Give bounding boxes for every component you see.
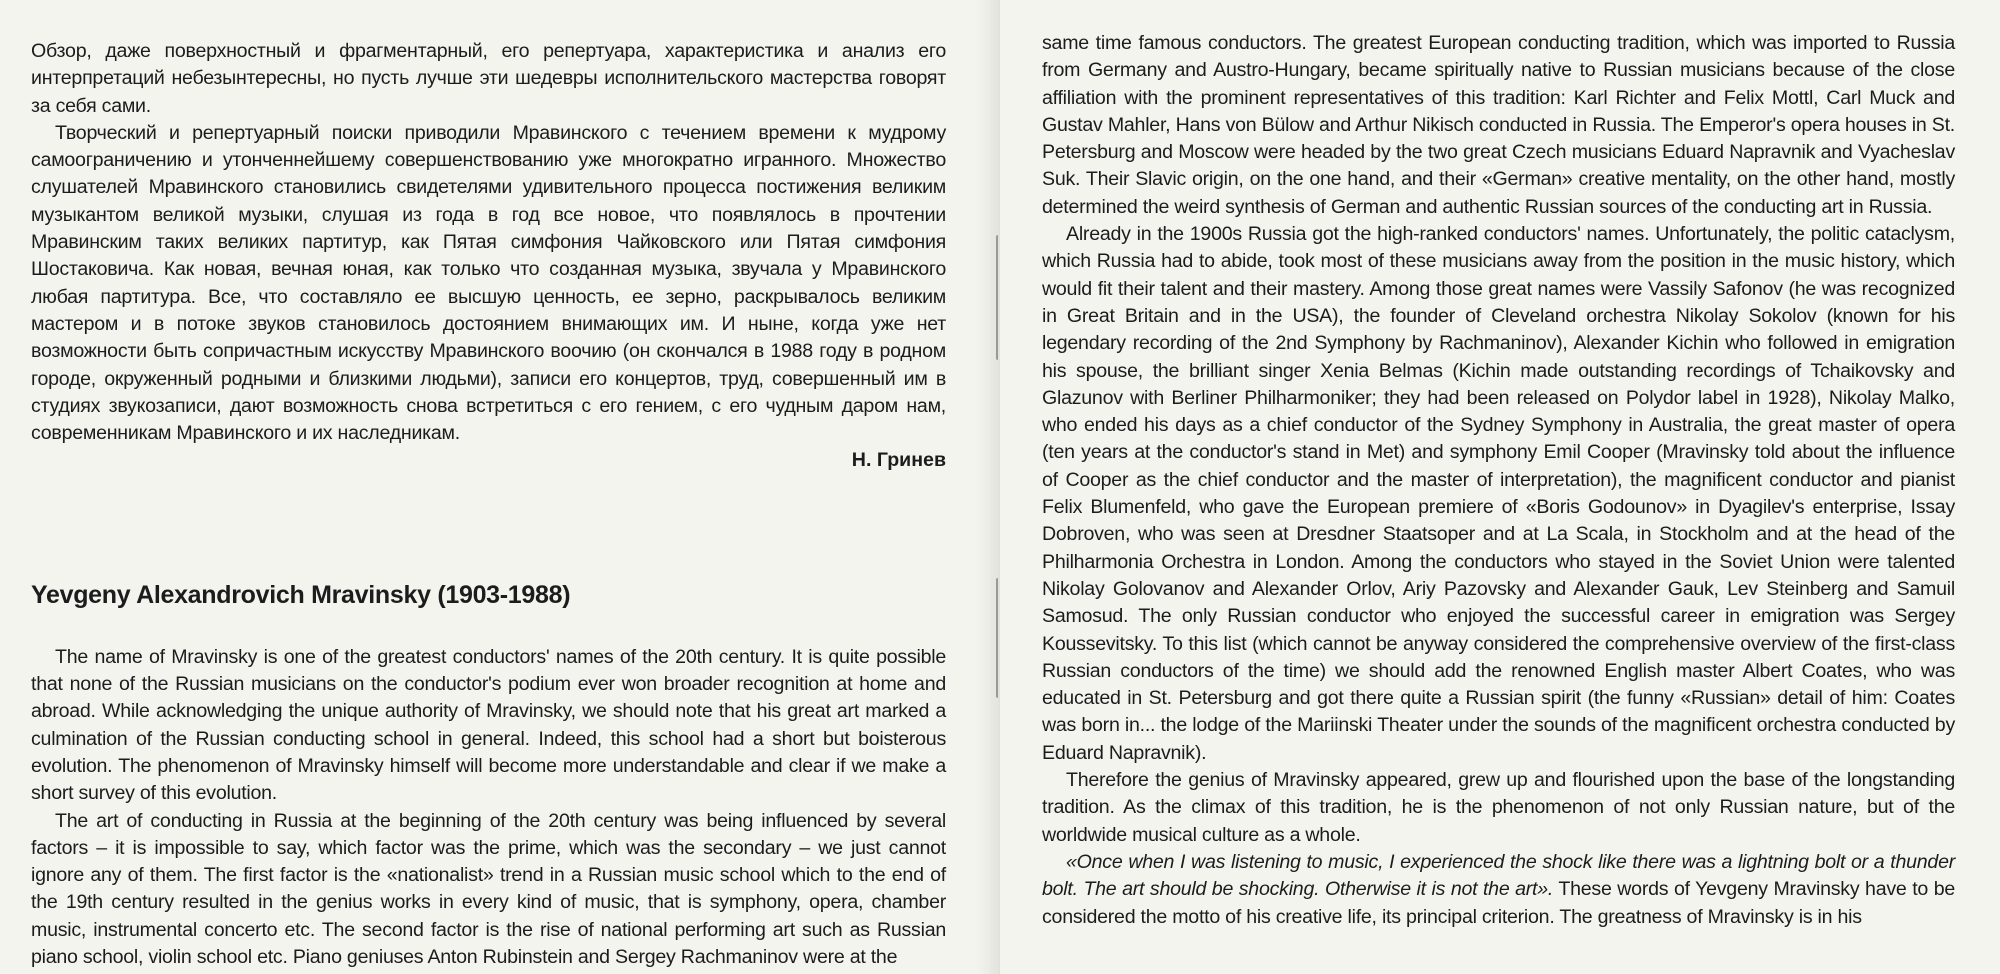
quote-paragraph xyxy=(1042,849,1955,931)
article-heading: Yevgeny Alexandrovich Mravinsky (1903-1988) xyxy=(31,580,571,609)
mravinsky-quote: «Once when I was listening to music, I experienced the shock like there was a lightning bolt or a thunder bolt. The art should be shocking. Otherwise it is not the art». xyxy=(1042,850,1955,901)
author-signature: Н. Гринев xyxy=(851,449,946,472)
english-paragraph-1: The name of Mravinsky is one of the greatest conductors' names of the 20th century. It is quite possible that none of the Russian musicians on the conductor's podium ever won broader recognition at home and abroad. While acknowledging the unique authority of Mravinsky, we should note that his great art marked a culmination of the Russian conducting school in general. Indeed, this school had a short but boisterous evolution. The phenomenon of Mravinsky himself will become more understandable and clear if we make a short survey of this evolution. xyxy=(31,645,946,805)
right-page xyxy=(1000,0,2000,974)
right-paragraph-3: Therefore the genius of Mravinsky appeared, grew up and flourished upon the base of the longstanding tradition. As the climax of this tradition, he is the phenomenon of not only Russian nature, but of the worldwide musical culture as a whole. xyxy=(1042,769,1955,846)
left-page xyxy=(0,0,990,974)
russian-paragraph-2: Творческий и репертуарный поиски приводили Мравинского с течением времени к мудрому самоограничению и утонченнейшему совершенствованию уже многократно игранного. Множество слушателей Мравинского становились свидетелями удивительного процесса постижения великим музыкантом великой музыки, слушая из года в год все новое, что появлялось в прочтении Мравинским таких великих партитур, как Пятая симфония Чайковского или Пятая симфония Шостаковича. Как новая, вечная юная, как только что созданная музыка, звучала у Мравинского любая партитура. Все, что составляло ее высшую ценность, ее зерно, раскрывалось великим мастером и в потоке звуков становилось достоянием внимающих им. И ныне, когда уже нет возможности быть сопричастным искусству Мравинского воочию (он скончался в 1988 году в родном городе, окруженный родными и близкими людьми), записи его концертов, труд, совершенный им в студиях звукозаписи, дают возможность снова встретиться с его гением, с его чудным даром нам, современникам Мравинского и их наследникам. xyxy=(31,121,946,445)
right-paragraph-2: Already in the 1900s Russia got the high-ranked conductors' names. Unfortunately, the politic cataclysm, which Russia had to abide, took most of these musicians away from the position in the music history, which would fit their talent and their mastery. Among those great names were Vassily Safonov (he was recognized in Great Britain and in the USA), the founder of Cleveland orchestra Nikolay Sokolov (known for his legendary recording of the 2nd Symphony by Rachmaninov), Alexander Kichin who followed in emigration his spouse, the brilliant singer Xenia Belmas (Kichin made outstanding recordings of Tchaikovsky and Glazunov with Berliner Philharmoniker; they had been released on Polydor label in 1928), Nikolay Malko, who ended his days as a chief conductor of the Sydney Symphony in Australia, the great master of opera (ten years at the conductor's stand in Met) and symphony Emil Cooper (Mravinsky told about the influence of Cooper as the chief conductor and the master of interpretation), the magnificent conductor and pianist Felix Blumenfeld, who gave the European premiere of «Boris Godounov» in Dyagilev's enterprise, Issay Dobroven, who was seen at Dresdner Staatsoper and at La Scala, in Stockholm and at the head of the Philharmonia Orchestra in London. Among the conductors who stayed in the Soviet Union were talented Nikolay Golovanov and Alexander Orlov, Ariy Pazovsky and Alexander Gauk, Lev Steinberg and Samuil Samosud. The only Russian conductor who enjoyed the successful career in emigration was Sergey Koussevitsky. To this list (which cannot be anyway considered the comprehensive overview of the first-class Russian conductors of the time) we should add the renowned English master Albert Coates, who was educated in St. Petersburg and got there quite a Russian spirit (the funny «Russian» detail of him: Coates was born in... the lodge of the Mariinski Theater under the sounds of the magnificent orchestra conducted by Eduard Napravnik). xyxy=(1042,223,1955,764)
quote-continuation: These words of Yevgeny Mravinsky have to be considered the motto of his creative life, its principal criterion. The greatness of Mravinsky is in his xyxy=(1042,878,1955,928)
russian-paragraph-1: Обзор, даже поверхностный и фрагментарный, его репертуара, характеристика и анализ его интерпретаций небезынтересны, но пусть лучше эти шедевры исполнительского мастерства говорят за себя сами. xyxy=(31,40,946,117)
right-paragraph-1: same time famous conductors. The greatest European conducting tradition, which was imported to Russia from Germany and Austro-Hungary, became spiritually native to Russian musicians because of the close affiliation with the prominent representatives of this tradition: Karl Richter and Felix Mottl, Carl Muck and Gustav Mahler, Hans von Bülow and Arthur Nikisch conducted in Russia. The Emperor's opera houses in St. Petersburg and Moscow were headed by the two great Czech musicians Eduard Napravnik and Vyacheslav Suk. Their Slavic origin, on the one hand, and their «German» creative mentality, on the other hand, mostly determined the weird synthesis of German and authentic Russian sources of the conducting art in Russia. xyxy=(1042,32,1955,218)
english-paragraph-2: The art of conducting in Russia at the beginning of the 20th century was being influenced by several factors – it is impossible to say, which factor was the prime, which was the secondary – we just cannot ignore any of them. The first factor is the «nationalist» trend in a Russian music school which to the end of the 19th century resulted in the genius works in every kind of music, that is symphony, opera, chamber music, instrumental concerto etc. The second factor is the rise of national performing art such as Russian piano school, violin school etc. Piano geniuses Anton Rubinstein and Sergey Rachmaninov were at the xyxy=(31,809,946,969)
